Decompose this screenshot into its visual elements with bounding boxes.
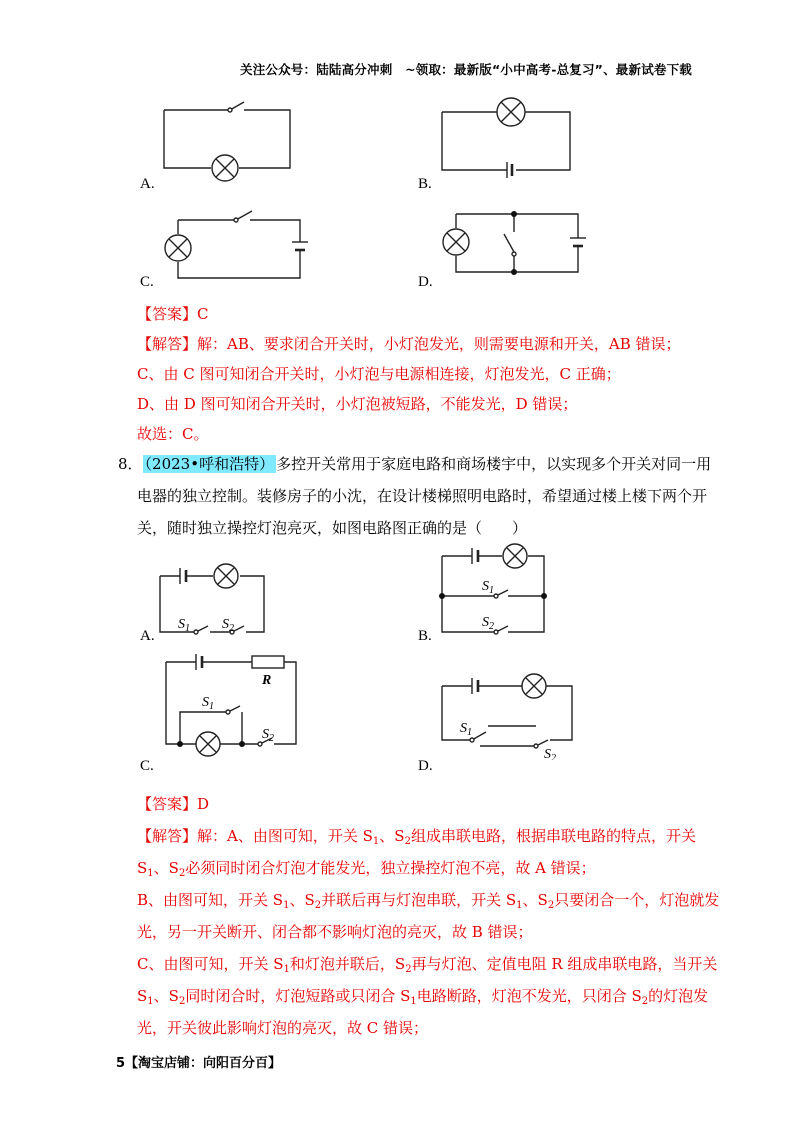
q7-option-a: A. (140, 176, 155, 192)
q8-circuit-d (432, 670, 582, 760)
q8-stem-1: 8． （2023•呼和浩特） 多控开关常用于家庭电路和商场楼宇中，以实现多个开关对同一用 (118, 455, 712, 473)
q8-explain-b2: 光，另一开关断开、闭合都不影响灯泡的亮灭，故 B 错误； (137, 923, 533, 941)
svg-text:S1: $S_1$ (202, 695, 214, 712)
svg-text:S2: $S_2$ (262, 727, 274, 744)
q7-explain-1: 【解答】解：AB、要求闭合开关时，小灯泡发光，则需要电源和开关，AB 错误； (137, 335, 681, 353)
q7-circuit-a (150, 96, 300, 186)
q7-option-c: C. (140, 274, 154, 290)
q7-option-b: B. (418, 176, 432, 192)
svg-text:S2: $S_2$ (482, 615, 494, 632)
q8-option-b: B. (418, 628, 432, 644)
q8-explain-c3: 光，开关彼此影响灯泡的亮灭，故 C 错误； (137, 1019, 429, 1037)
q8-source-tag: （2023•呼和浩特） (144, 455, 275, 473)
svg-text:S1: $S_1$ (460, 721, 472, 738)
q8-circuit-b (432, 540, 562, 640)
svg-text:S1: $S_1$ (482, 579, 494, 596)
q7-option-d: D. (418, 274, 433, 290)
q8-explain-a2: $S_1$、$S_2$必须同时闭合灯泡才能发光，独立操控灯泡不亮，故 A 错误； (137, 859, 596, 879)
q8-explain-a1: 【解答】解：A、由图可知，开关 $S_1$、$S_2$组成串联电路，根据串联电路的特点，开关 (137, 827, 696, 847)
q8-circuit-c (150, 650, 310, 760)
q8-explain-c2: $S_1$、$S_2$同时闭合时，灯泡短路或只闭合 $S_1$电路断路，灯泡不发光，只闭合 $S_2$的灯泡发 (137, 987, 709, 1007)
page-footer: 5【淘宝店铺：向阳百分百】 (116, 1056, 282, 1071)
q8-option-c: C. (140, 758, 154, 774)
q7-circuit-d (438, 204, 588, 282)
q8-option-a: A. (140, 628, 155, 644)
q8-explain-b1: B、由图可知，开关 $S_1$、$S_2$并联后再与灯泡串联，开关 $S_1$、$S_2$只要闭合一个，灯泡就发 (137, 891, 720, 911)
q8-answer: 【答案】D (137, 795, 210, 813)
q8-explain-c1: C、由图可知，开关 $S_1$和灯泡并联后，$S_2$再与灯泡、定值电阻 R 组成串联电路，当开关 (137, 955, 718, 975)
q7-circuit-b (430, 92, 580, 182)
svg-text:S2: $S_2$ (544, 747, 556, 760)
q7-explain-3: D、由 D 图可知闭合开关时，小灯泡被短路，不能发光，D 错误； (137, 395, 578, 413)
svg-text:S2: $S_2$ (222, 617, 234, 634)
svg-text:S1: $S_1$ (178, 617, 190, 634)
q7-circuit-c (158, 206, 308, 284)
page-header: 关注公众号：陆陆高分冲刺 ~领取：最新版“小中高考-总复习”、最新试卷下载 (240, 62, 692, 77)
q7-explain-4: 故选：C。 (137, 425, 209, 443)
q7-answer: 【答案】C (137, 305, 209, 323)
q8-stem-3: 关，随时独立操控灯泡亮灭，如图电路图正确的是（ ） (137, 519, 528, 537)
q8-stem-2: 电器的独立控制。装修房子的小沈，在设计楼梯照明电路时，希望通过楼上楼下两个开 (137, 487, 708, 505)
q8-circuit-a (150, 560, 280, 640)
q8-option-d: D. (418, 758, 433, 774)
q7-explain-2: C、由 C 图可知闭合开关时，小灯泡与电源相连接，灯泡发光，C 正确； (137, 365, 621, 383)
svg-text:R: R (262, 673, 272, 688)
